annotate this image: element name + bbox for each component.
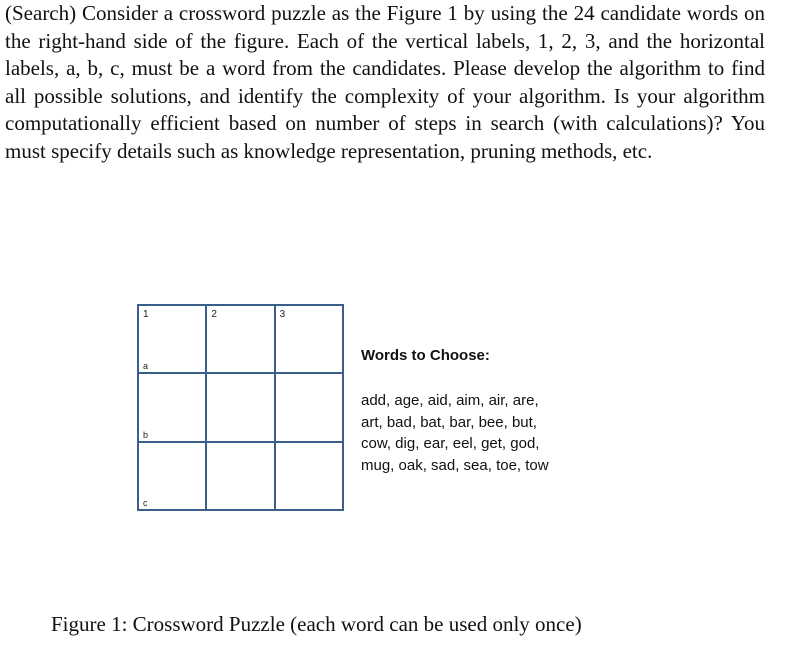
word-list-line: mug, oak, sad, sea, toe, tow	[361, 456, 549, 474]
grid-cell	[275, 373, 343, 441]
grid-cell	[138, 442, 206, 510]
grid-cell	[275, 442, 343, 510]
row-label-a: a	[143, 361, 149, 372]
word-list-line: art, bad, bat, bar, bee, but,	[361, 413, 537, 431]
word-list-panel	[361, 345, 591, 476]
figure-caption: Figure 1: Crossword Puzzle (each word can be used only once)	[51, 612, 582, 636]
word-list-title: Words to Choose:	[361, 347, 490, 364]
word-list-line: add, age, aid, aim, air, are,	[361, 392, 539, 409]
word-list-line: cow, dig, ear, eel, get, god,	[361, 435, 540, 452]
row-label-b: b	[143, 429, 149, 440]
grid-cell	[206, 373, 274, 441]
grid-cell	[206, 442, 274, 510]
grid-cell	[206, 305, 274, 373]
column-label-2: 2	[211, 309, 217, 320]
grid-cell	[138, 373, 206, 441]
question-text: (Search) Consider a crossword puzzle as the Figure 1 by using the 24 candidate words on the right-hand side of the figure. Each of the vertical labels, 1, 2, 3, and the horizontal labels, a, b, c, must be a word from the candidates. Please develop the algorithm to find all possible solutions, and identify the complexity of your algorithm. Is your algorithm computationally efficient based on number of steps in search (with calculations)? You must specify details such as knowledge representation, pruning methods, etc.	[5, 1, 765, 163]
crossword-grid	[137, 304, 344, 511]
row-label-c: c	[143, 498, 148, 508]
column-label-1: 1	[143, 309, 149, 320]
grid-cell	[275, 305, 343, 373]
word-list	[361, 390, 591, 476]
grid-cell	[138, 305, 206, 373]
column-label-3: 3	[279, 309, 286, 320]
